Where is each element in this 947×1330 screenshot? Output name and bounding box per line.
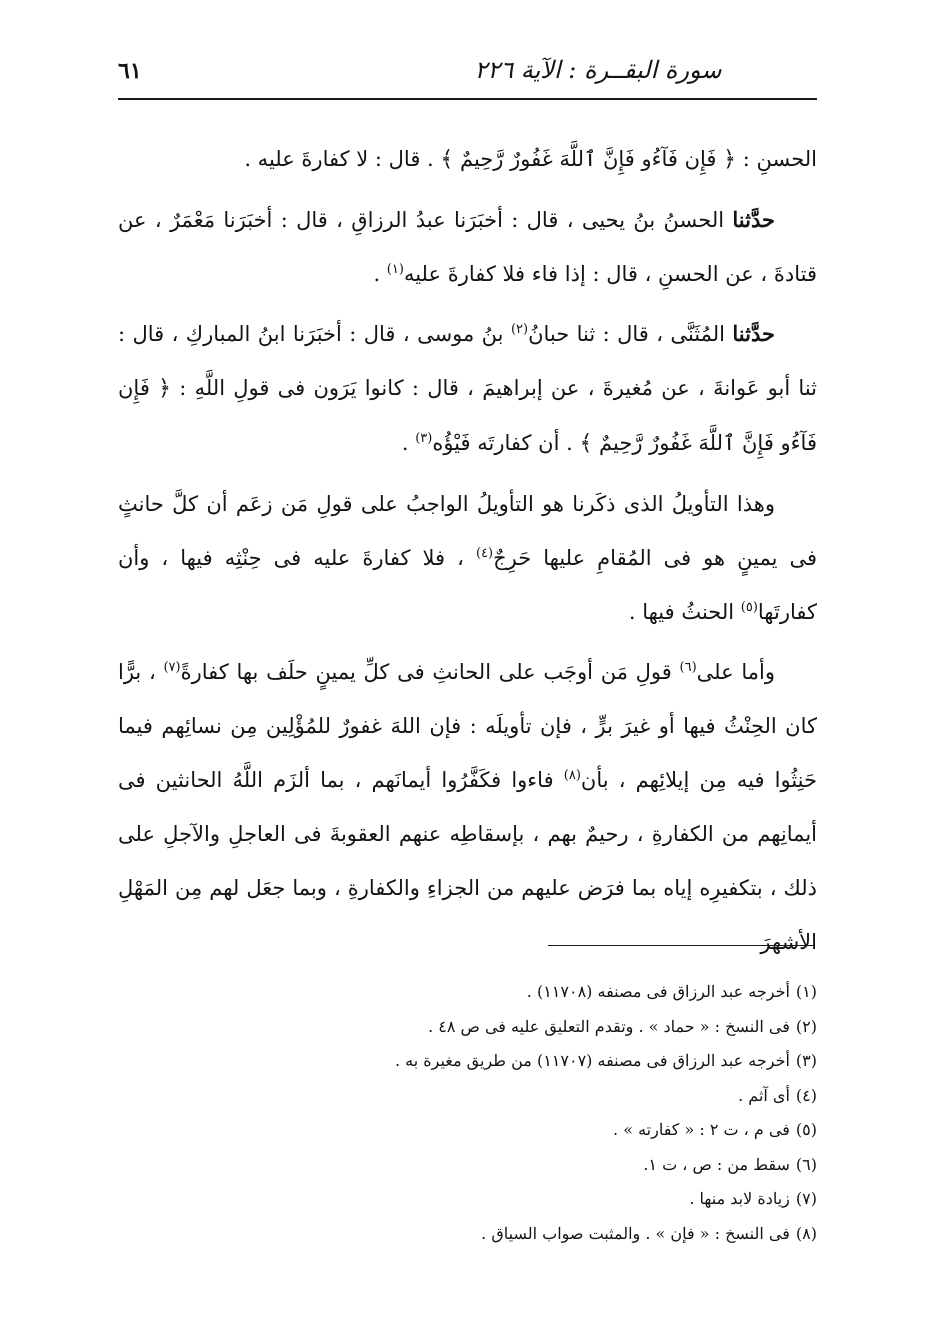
footnote-7: [118, 1182, 817, 1217]
footnote-marker[interactable]: (٨): [563, 768, 581, 783]
footnote-number: (٥): [795, 1120, 817, 1139]
paragraph-4: [118, 477, 817, 639]
footnote-6: [118, 1148, 817, 1183]
text: ، فلا كفارةَ عليه فى حِنْثِه فيها ، وأن كفارتَها: [118, 546, 817, 624]
footnote-text: أخرجه عبد الرزاق فى مصنفه (١١٧٠٧) من طريق مغيرة به .: [394, 1051, 790, 1070]
footnote-5: [118, 1113, 817, 1148]
text: وهذا التأويلُ الذى ذكَرنا هو التأويلُ الواجبُ على قولِ مَن زعَم أن كلَّ حانثٍ فى يمينٍ هو فى المُقامِ عليها حَرِجٌ: [118, 492, 818, 570]
footnote-marker[interactable]: (٣): [415, 431, 433, 446]
footnote-marker[interactable]: (١): [386, 262, 404, 277]
quran-verse: فَإِن فَآءُو فَإِنَّ ٱللَّهَ غَفُورٌ رَّحِيمٌ: [459, 147, 717, 171]
text: قولِ مَن أوجَب على الحانثِ فى كلِّ يمينٍ حلَف بها كفارةً: [180, 660, 680, 684]
text: فاءوا فكَفَّرُوا أيمانَهم ، بما ألزَم اللَّهُ الحانثين فى أيمانِهم من الكفارةِ ، رحيمٌ بهم ، بإسقاطِه عنهم العقوبةَ فى العاجلِ والآجلِ على ذلك ، بتكفيرِه إياه بما فرَض عليهم من الجزاءِ والكفارةِ ، وبما جعَل لهم مِن المَهْلِ الأشهرَ: [118, 768, 818, 954]
footnote-marker[interactable]: (٥): [740, 600, 758, 615]
text: بنُ موسى ، قال : أخبَرَنا ابنُ المباركِ ، قال : ثنا أبو عَوانةَ ، عن مُغيرةَ ، عن إبراهيمَ ، قال : كانوا يَرَون فى قولِ اللَّهِ :: [118, 322, 817, 400]
footnote-number: (٤): [795, 1085, 817, 1105]
footnote-number: (٣): [795, 1051, 817, 1070]
footnote-4: [118, 1079, 817, 1114]
footnote-8: [118, 1217, 817, 1252]
main-text: [118, 132, 817, 975]
quran-close-bracket: ﴾: [579, 431, 593, 456]
text: ، برًّا كان الحِنْثُ فيها أو غيرَ برٍّ ، فإن تأويلَه : فإن اللهَ غفورٌ للمُؤْلِين مِن نسائِهم فيما حَنِثُوا فيه مِن إيلائِهم ، بأن: [118, 660, 817, 792]
text: . أن كفارتَه فَيْؤُه: [432, 431, 580, 455]
quran-open-bracket: ﴿: [158, 376, 172, 401]
quran-open-bracket: ﴿: [723, 147, 737, 172]
footnote-text: فى م ، ت ٢ : « كفارته » .: [613, 1120, 790, 1139]
running-header: [118, 52, 817, 100]
isnad-lead: حدَّثنا: [732, 321, 775, 346]
text: الحسنُ بنُ يحيى ، قال : أخبَرَنا عبدُ الرزاقِ ، قال : أخبَرَنا مَعْمَرٌ ، عن قتادةَ ، عن الحسنِ ، قال : إذا فاء فلا كفارةَ عليه: [118, 208, 817, 286]
text: وأما على: [696, 660, 775, 684]
paragraph-1: [118, 132, 817, 187]
footnote-number: (٨): [795, 1223, 817, 1243]
footnote-marker[interactable]: (٧): [163, 660, 181, 675]
footnote-marker[interactable]: (٦): [679, 660, 697, 675]
footnote-marker[interactable]: (٢): [510, 322, 529, 337]
paragraph-2: [118, 193, 817, 301]
footnote-text: سقط من : ص ، ت ١.: [643, 1154, 790, 1174]
page-number: ٦١: [118, 58, 142, 84]
quran-verse: فَإِن فَآءُو فَإِنَّ ٱللَّهَ غَفُورٌ رَّحِيمٌ: [118, 376, 817, 455]
footnote-text: فى النسخ : « حماد » . وتقدم التعليق عليه فى ص ٤٨ .: [428, 1016, 790, 1036]
text: الحنثُ فيها .: [628, 600, 741, 624]
footnote-text: أخرجه عبد الرزاق فى مصنفه (١١٧٠٨) .: [526, 982, 790, 1001]
footnote-number: (٦): [795, 1154, 817, 1174]
footnote-number: (١): [795, 982, 817, 1001]
footnote-marker[interactable]: (٤): [475, 546, 494, 561]
text: . قال : لا كفارةَ عليه .: [244, 147, 434, 171]
footnote-number: (٢): [795, 1016, 817, 1036]
running-title: سورة البقــرة : الآية ٢٢٦: [474, 56, 722, 84]
footnote-text: فى النسخ : « فإن » . والمثبت صواب السياق .: [481, 1223, 790, 1243]
text: الحسنِ :: [736, 147, 817, 171]
footnote-2: [118, 1010, 817, 1045]
isnad-lead: حدَّثنا: [732, 207, 775, 232]
text: المُثَنَّى ، قال : ثنا حبانُ: [528, 322, 733, 346]
footnote-number: (٧): [795, 1189, 817, 1208]
footnotes: [118, 975, 817, 1251]
text: .: [401, 431, 416, 455]
quran-close-bracket: ﴾: [440, 147, 454, 172]
paragraph-5: [118, 645, 817, 969]
footnote-text: أى آثم .: [738, 1085, 790, 1105]
footnote-1: [118, 975, 817, 1010]
paragraph-3: [118, 307, 817, 471]
footnote-separator: [548, 945, 813, 946]
text: .: [373, 262, 387, 286]
footnote-3: [118, 1044, 817, 1079]
footnote-text: زيادة لابد منها .: [689, 1189, 790, 1208]
